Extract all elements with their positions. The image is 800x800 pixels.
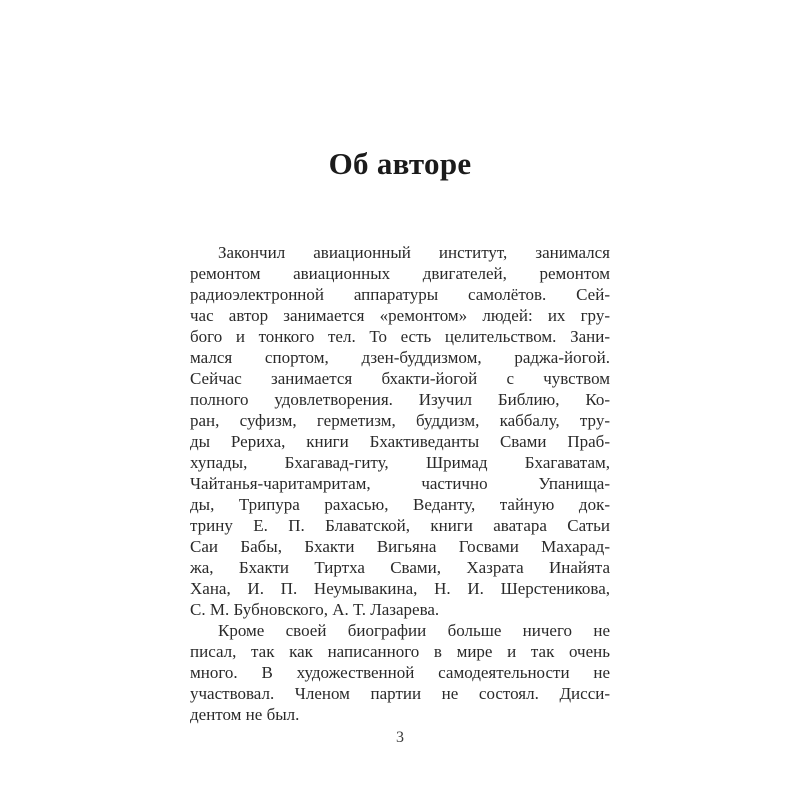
text-line: писал, так как написанного в мире и так очень <box>190 642 610 661</box>
text-line: радиоэлектронной аппаратуры самолётов. Сей- <box>190 285 610 304</box>
text-line: трину Е. П. Блаватской, книги аватара Сатьи <box>190 516 610 535</box>
text-line: С. М. Бубновского, А. Т. Лазарева. <box>190 600 440 619</box>
text-line: час автор занимается «ремонтом» людей: их гру- <box>190 306 610 325</box>
paragraph-1 <box>190 242 610 620</box>
text-line: Чайтанья-чаритамритам, частично Упанища- <box>190 474 610 493</box>
text-line: ды, Трипура рахасью, Веданту, тайную док- <box>190 495 610 514</box>
body-text <box>190 242 610 725</box>
text-line: дентом не был. <box>190 705 300 724</box>
text-line: Кроме своей биографии больше ничего не <box>218 621 610 640</box>
text-line: Закончил авиационный институт, занимался <box>218 243 610 262</box>
text-line: Хана, И. П. Неумывакина, Н. И. Шерстеникова, <box>190 579 610 598</box>
text-line: ремонтом авиационных двигателей, ремонтом <box>190 264 610 283</box>
text-line: жа, Бхакти Тиртха Свами, Хазрата Инайята <box>190 558 610 577</box>
paragraph-2 <box>190 620 610 725</box>
text-line: Сейчас занимается бхакти-йогой с чувством <box>190 369 610 388</box>
text-line: мался спортом, дзен-буддизмом, раджа-йогой. <box>190 348 610 367</box>
text-line: Саи Бабы, Бхакти Вигьяна Госвами Махарад- <box>190 537 610 556</box>
text-line: полного удовлетворения. Изучил Библию, Ко- <box>190 390 610 409</box>
text-line: участвовал. Членом партии не состоял. Дисси- <box>190 684 610 703</box>
text-line: бого и тонкого тел. То есть целительством. Зани- <box>190 327 610 346</box>
text-line: ды Рериха, книги Бхактиведанты Свами Праб- <box>190 432 610 451</box>
page-title: Об авторе <box>328 146 472 181</box>
text-line: много. В художественной самодеятельности не <box>190 663 610 682</box>
text-line: хупады, Бхагавад-гиту, Шримад Бхагаватам, <box>190 453 610 472</box>
text-line: ран, суфизм, герметизм, буддизм, каббалу, тру- <box>190 411 610 430</box>
page-number: 3 <box>396 729 404 746</box>
